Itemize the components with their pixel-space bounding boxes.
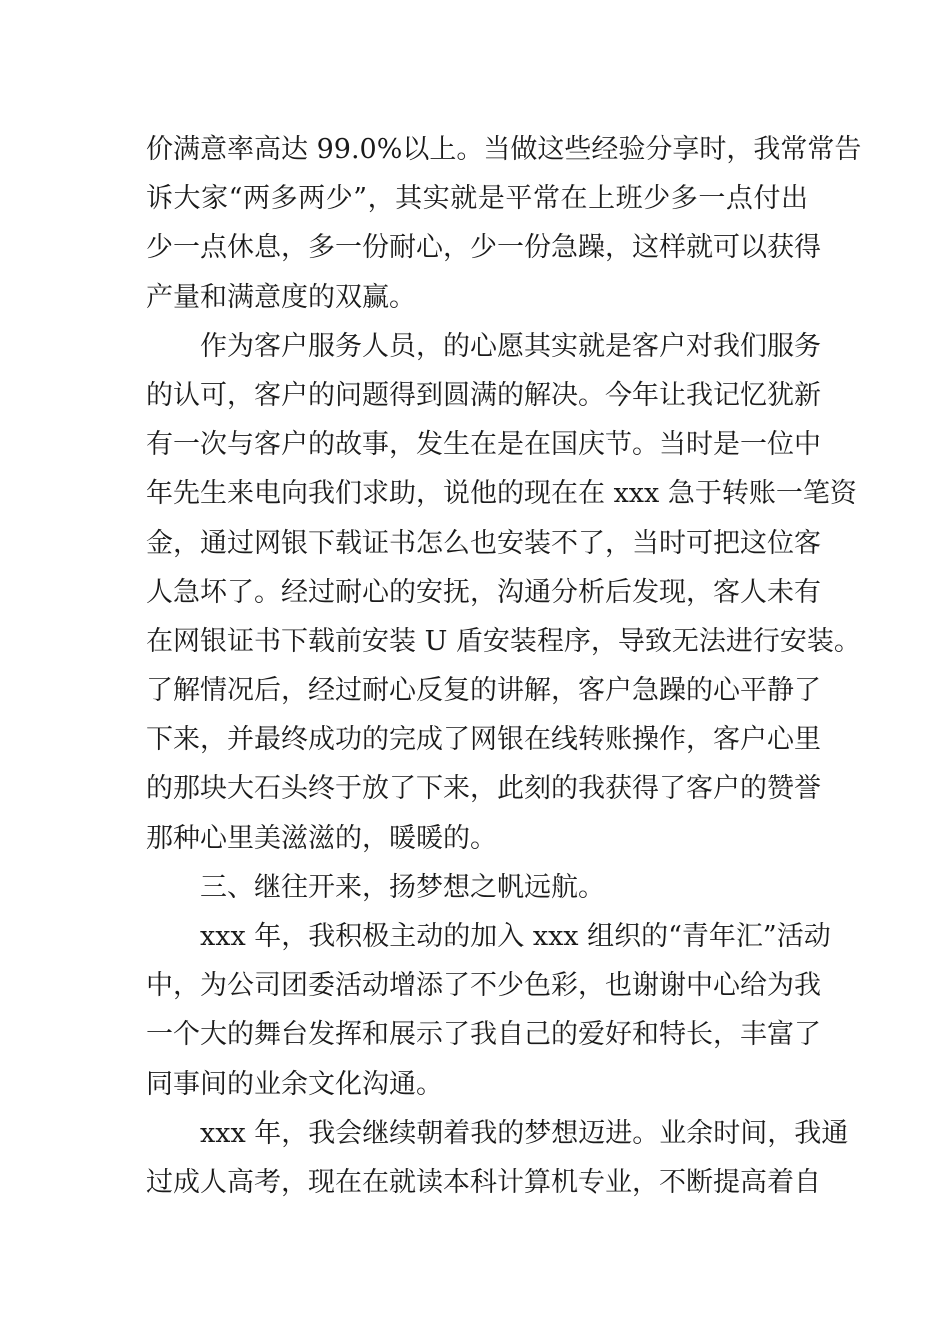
text-line: 产量和满意度的双赢。 <box>146 281 416 313</box>
text-line: 的那块大石头终于放了下来，此刻的我获得了客户的赞誉 <box>146 773 821 805</box>
text-line: 的认可，客户的问题得到圆满的解决。今年让我记忆犹新 <box>146 379 821 411</box>
text-line: 价满意率高达 99.0%以上。当做这些经验分享时，我常常告 <box>146 134 862 165</box>
text-line: 在网银证书下载前安装 U 盾安装程序，导致无法进行安装。 <box>146 625 861 657</box>
text-line: 同事间的业余文化沟通。 <box>146 1068 443 1100</box>
text-line: 一个大的舞台发挥和展示了我自己的爱好和特长，丰富了 <box>146 1019 821 1051</box>
text-line: 年先生来电向我们求助，说他的现在在 xxx 急于转账一笔资 <box>146 478 857 510</box>
text-line: 那种心里美滋滋的，暖暖的。 <box>146 822 497 854</box>
text-line: 了解情况后，经过耐心反复的讲解，客户急躁的心平静了 <box>146 675 821 707</box>
text-line: 过成人高考，现在在就读本科计算机专业，不断提高着自 <box>146 1166 821 1198</box>
paragraph-first-line: xxx 年，我会继续朝着我的梦想迈进。业余时间，我通 <box>200 1117 849 1149</box>
text-line: 诉大家“两多两少”，其实就是平常在上班少多一点付出 <box>146 183 808 215</box>
paragraph-first-line: 作为客户服务人员，的心愿其实就是客户对我们服务 <box>200 330 821 362</box>
text-line: 少一点休息，多一份耐心，少一份急躁，这样就可以获得 <box>146 232 821 264</box>
text-line: 金，通过网银下载证书怎么也安装不了，当时可把这位客 <box>146 527 821 559</box>
text-line: 下来，并最终成功的完成了网银在线转账操作，客户心里 <box>146 724 821 756</box>
text-line: 有一次与客户的故事，发生在是在国庆节。当时是一位中 <box>146 429 821 461</box>
text-line: 人急坏了。经过耐心的安抚，沟通分析后发现，客人未有 <box>146 576 821 608</box>
text-line: 中，为公司团委活动增添了不少色彩，也谢谢中心给为我 <box>146 970 821 1002</box>
section-heading: 三、继往开来，扬梦想之帆远航。 <box>200 871 605 903</box>
document-body <box>146 125 862 1207</box>
paragraph-first-line: xxx 年，我积极主动的加入 xxx 组织的“青年汇”活动 <box>200 921 831 952</box>
